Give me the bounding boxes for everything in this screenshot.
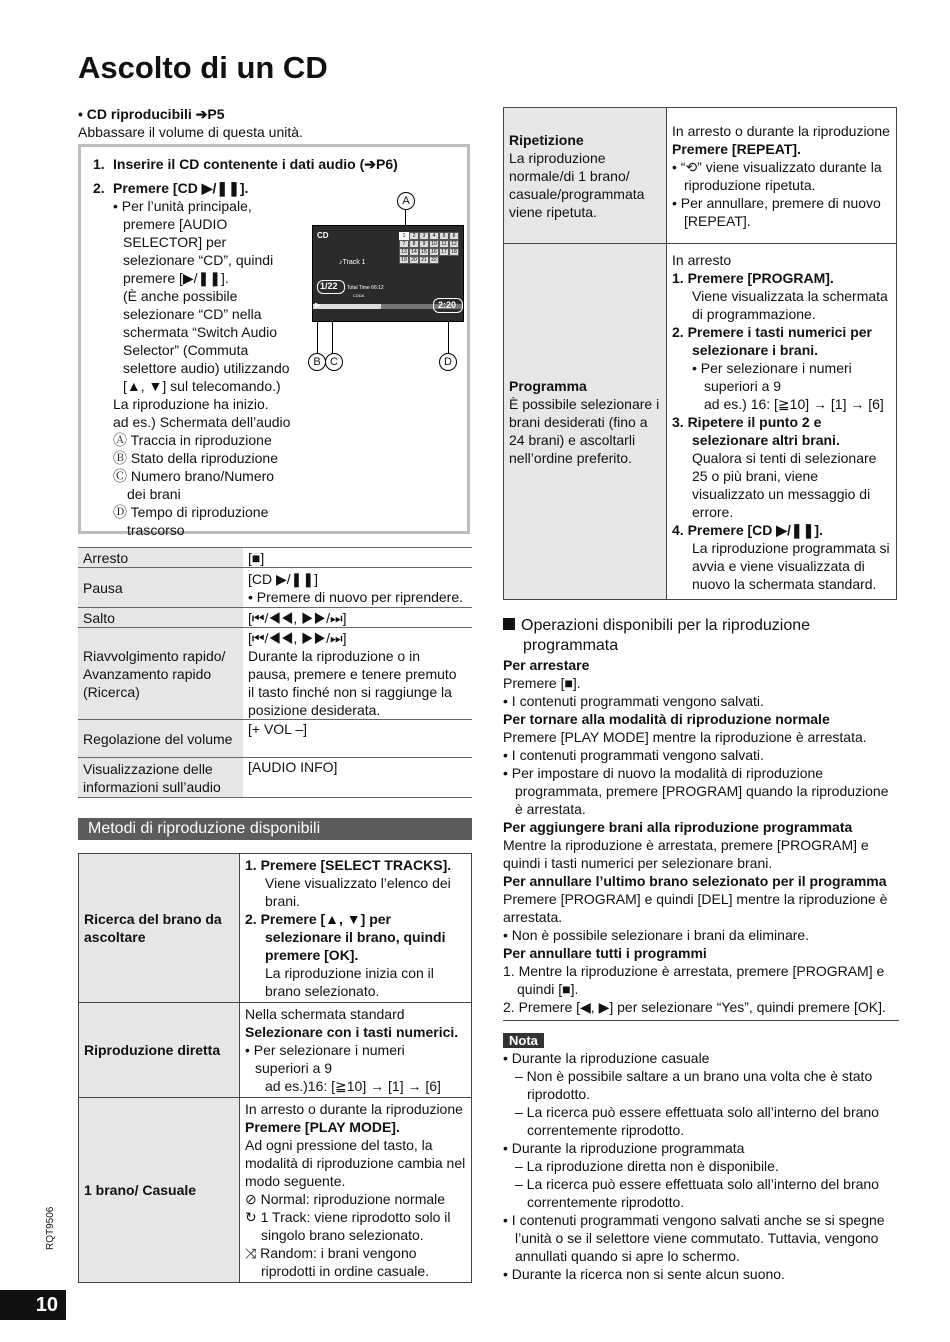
step-2-detail bbox=[93, 197, 313, 395]
methods-table bbox=[78, 853, 472, 1283]
methods-section-title: Metodi di riproduzione disponibili bbox=[78, 818, 472, 840]
repeat-value bbox=[667, 108, 897, 244]
table-row bbox=[504, 108, 897, 244]
table-row bbox=[78, 628, 472, 720]
nota-list bbox=[503, 1049, 899, 1283]
repeat-program-table bbox=[503, 107, 897, 600]
table-row bbox=[78, 548, 472, 568]
nota-line: – La ricerca può essere effettuata solo all’interno del brano correntemente riprodotto. bbox=[515, 1176, 879, 1210]
op-heading: Per tornare alla modalità di riproduzione normale bbox=[503, 711, 830, 727]
method-line: Viene visualizzato l’elenco dei brani. bbox=[265, 875, 451, 909]
track-grid-cell: 4 bbox=[429, 232, 439, 240]
intro bbox=[78, 105, 478, 141]
program-line: 3. Ripetere il punto 2 e selezionare altri brani. bbox=[672, 413, 840, 448]
track-grid-cell: 6 bbox=[449, 232, 459, 240]
step-2-line: selezionare “CD” nella bbox=[123, 306, 262, 322]
program-ops-title bbox=[503, 616, 903, 656]
table-row bbox=[78, 568, 472, 608]
track-grid-cell: 1 bbox=[399, 232, 409, 240]
step-2-line: selezionare “CD”, quindi bbox=[123, 252, 274, 268]
legend-c: Ⓒ Numero brano/Numero bbox=[113, 468, 275, 484]
op-heading: Per arrestare bbox=[503, 657, 590, 673]
program-line: • Per selezionare i numeri superiori a 9 bbox=[692, 359, 852, 394]
method-line: In arresto o durante la riproduzione bbox=[245, 1101, 463, 1117]
method-line: La riproduzione inizia con il brano selezionato. bbox=[265, 965, 434, 999]
divider bbox=[503, 1020, 899, 1021]
repeat-line: • Per annullare, premere di nuovo [REPEAT]. bbox=[672, 194, 881, 229]
track-grid bbox=[399, 232, 463, 272]
op-key: Visualizzazione delle informazioni sull’audio bbox=[78, 758, 243, 798]
method-key: Riproduzione diretta bbox=[79, 1003, 240, 1098]
step-1-ref: P6) bbox=[376, 156, 398, 172]
track-grid-cell: 16 bbox=[429, 248, 439, 256]
op-line: • I contenuti programmati vengono salvati. bbox=[503, 693, 764, 709]
method-line: ad es.)16: [≧10] → [1] → [6] bbox=[265, 1078, 441, 1094]
callout-a: A bbox=[397, 192, 415, 210]
table-row bbox=[79, 854, 472, 1003]
method-line: Nella schermata standard bbox=[245, 1006, 405, 1022]
op-value: [■] bbox=[243, 548, 472, 568]
op-value-line: il tasto finché non si raggiunge la bbox=[248, 683, 452, 700]
track-grid-cell: 13 bbox=[399, 248, 409, 256]
nota-line: – Non è possibile saltare a un brano una volta che è stato riprodotto. bbox=[515, 1068, 873, 1102]
audio-screen bbox=[312, 225, 464, 322]
counter-box bbox=[317, 280, 345, 294]
track-grid-cell: 17 bbox=[439, 248, 449, 256]
volume-note: Abbassare il volume di questa unità. bbox=[78, 124, 303, 140]
program-ops-title-text: Operazioni disponibili per la riproduzione programmata bbox=[521, 617, 811, 654]
op-key: Riavvolgimento rapido/ Avanzamento rapido (Ricerca) bbox=[78, 628, 243, 720]
op-line: 1. Mentre la riproduzione è arrestata, premere [PROGRAM] e quindi [■]. bbox=[503, 963, 885, 997]
step-2-line: Selector” (Commuta bbox=[123, 342, 249, 358]
legend-b: Ⓑ Stato della riproduzione bbox=[113, 450, 278, 466]
track-grid-cell: 5 bbox=[439, 232, 449, 240]
step-1: Inserire il CD contenente i dati audio ( bbox=[113, 156, 365, 172]
op-key: Pausa bbox=[78, 568, 243, 608]
program-line: Qualora si tenti di selezionare 25 o più brani, viene visualizzato un messaggio di errore. bbox=[692, 449, 877, 520]
method-line: Random: i brani vengono riprodotti in ordine casuale. bbox=[260, 1245, 430, 1279]
example-label: ad es.) Schermata dell’audio bbox=[113, 414, 291, 430]
step-2-line: schermata “Switch Audio bbox=[123, 324, 278, 340]
op-value-line: [⏮/◀◀, ▶▶/⏭] bbox=[248, 629, 347, 646]
table-row bbox=[504, 244, 897, 600]
nota-line: – La ricerca può essere effettuata solo all’interno del brano correntemente riprodotto. bbox=[515, 1104, 879, 1138]
table-row bbox=[78, 758, 472, 798]
square-bullet-icon bbox=[503, 618, 515, 630]
op-value: [⏮/◀◀, ▶▶/⏭] bbox=[243, 608, 472, 628]
op-heading: Per annullare l’ultimo brano selezionato per il programma bbox=[503, 873, 887, 889]
method-line: 2. Premere [▲, ▼] per selezionare il brano, quindi premere [OK]. bbox=[245, 911, 446, 963]
screen-counter: 1/22 bbox=[320, 281, 338, 291]
op-value-line: Durante la riproduzione o in bbox=[248, 647, 420, 664]
op-value: [+ VOL –] bbox=[243, 720, 472, 758]
repeat-line: In arresto o durante la riproduzione bbox=[672, 122, 890, 139]
program-line: La riproduzione programmata si avvia e viene visualizzata di nuovo la schermata standard. bbox=[692, 539, 890, 592]
callout-d: D bbox=[439, 353, 457, 371]
step-2-sub bbox=[113, 215, 313, 395]
program-title: Programma bbox=[509, 377, 587, 394]
op-line: Premere [PLAY MODE] mentre la riproduzione è arrestata. bbox=[503, 729, 867, 745]
track-grid-cell: 11 bbox=[439, 240, 449, 248]
op-line: • I contenuti programmati vengono salvati. bbox=[503, 747, 764, 763]
cd-playable-label: • CD riproducibili bbox=[78, 106, 196, 122]
program-line: ad es.) 16: [≧10] → [1] → [6] bbox=[704, 395, 884, 412]
op-key: Salto bbox=[78, 608, 243, 628]
step-2-line: • Per l’unità principale, bbox=[113, 198, 252, 214]
op-line: Premere [PROGRAM] e quindi [DEL] mentre la riproduzione è arrestata. bbox=[503, 891, 888, 925]
operations-table bbox=[78, 547, 472, 798]
callout-d-line bbox=[448, 321, 449, 355]
repeat-title: Ripetizione bbox=[509, 131, 584, 148]
random-icon: ⤨ bbox=[245, 1245, 261, 1261]
progress-fill bbox=[313, 304, 381, 309]
repeat-line: Premere [REPEAT]. bbox=[672, 140, 801, 157]
table-row bbox=[78, 720, 472, 758]
play-start-note: La riproduzione ha inizio. bbox=[113, 396, 269, 412]
method-line: Selezionare con i tasti numerici. bbox=[245, 1024, 459, 1040]
repeat-key bbox=[504, 108, 667, 244]
page-number: 10 bbox=[0, 1290, 66, 1320]
op-value bbox=[243, 628, 472, 720]
repeat-desc: La riproduzione normale/di 1 brano/ casuale/programmata viene ripetuta. bbox=[509, 149, 645, 220]
method-key: 1 brano/ Casuale bbox=[79, 1098, 240, 1283]
legend-c-cont: dei brani bbox=[127, 486, 181, 502]
program-line: 2. Premere i tasti numerici per selezionare i brani. bbox=[672, 323, 872, 358]
method-line: 1 Track: viene riprodotto solo il singolo brano selezionato. bbox=[260, 1209, 451, 1243]
program-line: 1. Premere [PROGRAM]. bbox=[672, 269, 834, 286]
page-title: Ascolto di un CD bbox=[78, 50, 328, 85]
program-desc: È possibile selezionare i brani desiderati (fino a 24 brani) e ascoltarli nell’ordine preferito. bbox=[509, 395, 660, 466]
track-grid-cell: 8 bbox=[409, 240, 419, 248]
method-line: Premere [PLAY MODE]. bbox=[245, 1119, 400, 1135]
legend-d-cont: trascorso bbox=[127, 522, 185, 538]
track-grid-cell: 2 bbox=[409, 232, 419, 240]
one-track-icon: ↻ bbox=[245, 1209, 261, 1225]
step-2-line: premere [▶/❚❚]. bbox=[123, 270, 229, 286]
screen-total-time: Total Time 66:12 bbox=[347, 285, 384, 291]
step-2-line: premere [AUDIO bbox=[123, 216, 228, 232]
nota-label: Nota bbox=[503, 1033, 544, 1048]
play-status-icon: ▶ bbox=[315, 302, 321, 309]
op-line: Premere [■]. bbox=[503, 675, 581, 691]
arrow-icon: ➔ bbox=[364, 156, 376, 172]
method-value bbox=[240, 854, 472, 1003]
program-line: Viene visualizzata la schermata di programmazione. bbox=[692, 287, 888, 322]
callout-c: C bbox=[325, 353, 343, 371]
screen-track: ♪Track 1 bbox=[339, 259, 366, 266]
track-grid-cell: 15 bbox=[419, 248, 429, 256]
op-line: Mentre la riproduzione è arrestata, premere [PROGRAM] e quindi i tasti numerici per selezionare brani. bbox=[503, 837, 869, 871]
method-line: 1. Premere [SELECT TRACKS]. bbox=[245, 857, 452, 873]
method-value bbox=[240, 1003, 472, 1098]
table-row bbox=[78, 608, 472, 628]
track-grid-cell: 19 bbox=[399, 256, 409, 264]
track-grid-cell: 20 bbox=[409, 256, 419, 264]
cd-steps-box bbox=[78, 144, 470, 538]
track-grid-cell: 9 bbox=[419, 240, 429, 248]
op-value-line: • Premere di nuovo per riprendere. bbox=[248, 588, 464, 605]
screen-source: CD bbox=[317, 231, 329, 240]
normal-mode-icon: ⊘ bbox=[245, 1191, 261, 1207]
track-grid-cell: 18 bbox=[449, 248, 459, 256]
op-value-line: [CD ▶/❚❚] bbox=[248, 570, 319, 587]
program-value bbox=[667, 244, 897, 600]
method-line: superiori a 9 bbox=[255, 1060, 333, 1076]
nota-line: • Durante la riproduzione programmata bbox=[503, 1140, 745, 1156]
legend-a: Ⓐ Traccia in riproduzione bbox=[113, 432, 272, 448]
track-grid-cell: 14 bbox=[409, 248, 419, 256]
elapsed-box bbox=[433, 298, 463, 313]
callout-b: B bbox=[308, 353, 326, 371]
op-key: Regolazione del volume bbox=[78, 720, 243, 758]
repeat-line: • “⟲” viene visualizzato durante la riproduzione ripetuta. bbox=[672, 158, 882, 193]
nota-line: • Durante la riproduzione casuale bbox=[503, 1050, 710, 1066]
screen-cdda: CDDA bbox=[353, 293, 365, 298]
track-grid-cell: 21 bbox=[419, 256, 429, 264]
program-key bbox=[504, 244, 667, 600]
op-line: 2. Premere [◀, ▶] per selezionare “Yes”, quindi premere [OK]. bbox=[503, 999, 886, 1015]
callout-c-line bbox=[332, 321, 333, 355]
op-value-line: posizione desiderata. bbox=[248, 701, 381, 718]
method-line: Normal: riproduzione normale bbox=[260, 1191, 446, 1207]
track-grid-cell: 22 bbox=[429, 256, 439, 264]
step-2-line: selettore audio) utilizzando bbox=[123, 360, 290, 376]
track-grid-cell: 7 bbox=[399, 240, 409, 248]
program-ops-body bbox=[503, 656, 899, 1283]
table-row bbox=[79, 1003, 472, 1098]
step-2-line: [▲, ▼] sul telecomando.) bbox=[123, 378, 281, 394]
arrow-icon: ➔ bbox=[195, 106, 208, 122]
nota-line: – La riproduzione diretta non è disponibile. bbox=[515, 1158, 779, 1174]
op-value-line: pausa, premere e tenere premuto bbox=[248, 665, 457, 682]
method-key: Ricerca del brano da ascoltare bbox=[79, 854, 240, 1003]
steps: 1. Inserire il CD contenente i dati audio (➔P6) 2. Premere [CD ▶/❚❚]. • Per l’unità principale, premere [AUDIO SELECTOR] per selezionare “CD”, quindi premere [▶/❚❚]. (È anche possibile selezionare “CD” nella schermata “Switch Audio Selector” (Commuta selettore audio) utilizzando [▲, ▼] sul telecomando.) La riproduzione ha inizio. ad es.) Schermata dell’audio Ⓐ Traccia in riproduzione Ⓑ Stato della riproduzione Ⓒ Numero brano/Numero dei brani Ⓓ Tempo di riproduzione trascorso bbox=[93, 155, 313, 539]
screen-elapsed: 2:20 bbox=[438, 300, 457, 310]
track-grid-cell: 10 bbox=[429, 240, 439, 248]
table-row bbox=[79, 1098, 472, 1283]
method-line: Ad ogni pressione del tasto, la modalità di riproduzione cambia nel modo seguente. bbox=[245, 1137, 466, 1189]
op-value: [AUDIO INFO] bbox=[243, 758, 472, 798]
cd-ref: P5 bbox=[207, 106, 225, 122]
program-line: In arresto bbox=[672, 251, 732, 268]
step-2-line: (È anche possibile bbox=[123, 288, 238, 304]
nota-line: • Durante la ricerca non si sente alcun suono. bbox=[503, 1266, 785, 1282]
op-heading: Per annullare tutti i programmi bbox=[503, 945, 707, 961]
callout-b-line bbox=[317, 321, 318, 355]
nota-line: • I contenuti programmati vengono salvati anche se si spegne l’unità o se il selettore viene commutato. Tuttavia, vengono annullati quando si apre lo schermo. bbox=[503, 1212, 885, 1264]
op-line: • Non è possibile selezionare i brani da eliminare. bbox=[503, 927, 810, 943]
track-grid-cell: 12 bbox=[449, 240, 459, 248]
doc-code: RQT9506 bbox=[45, 1206, 56, 1250]
op-value bbox=[243, 568, 472, 608]
step-2: Premere [CD ▶/❚❚]. bbox=[113, 180, 249, 196]
op-key: Arresto bbox=[78, 548, 243, 568]
legend-d: Ⓓ Tempo di riproduzione bbox=[113, 504, 269, 520]
op-line: • Per impostare di nuovo la modalità di riproduzione programmata, premere [PROGRAM] quando la riproduzione è arrestata. bbox=[503, 765, 889, 817]
step-2-line: SELECTOR] per bbox=[123, 234, 227, 250]
method-value bbox=[240, 1098, 472, 1283]
track-grid-cell: 3 bbox=[419, 232, 429, 240]
op-heading: Per aggiungere brani alla riproduzione programmata bbox=[503, 819, 853, 835]
program-line: 4. Premere [CD ▶/❚❚]. bbox=[672, 521, 823, 538]
method-line: • Per selezionare i numeri bbox=[245, 1042, 405, 1058]
